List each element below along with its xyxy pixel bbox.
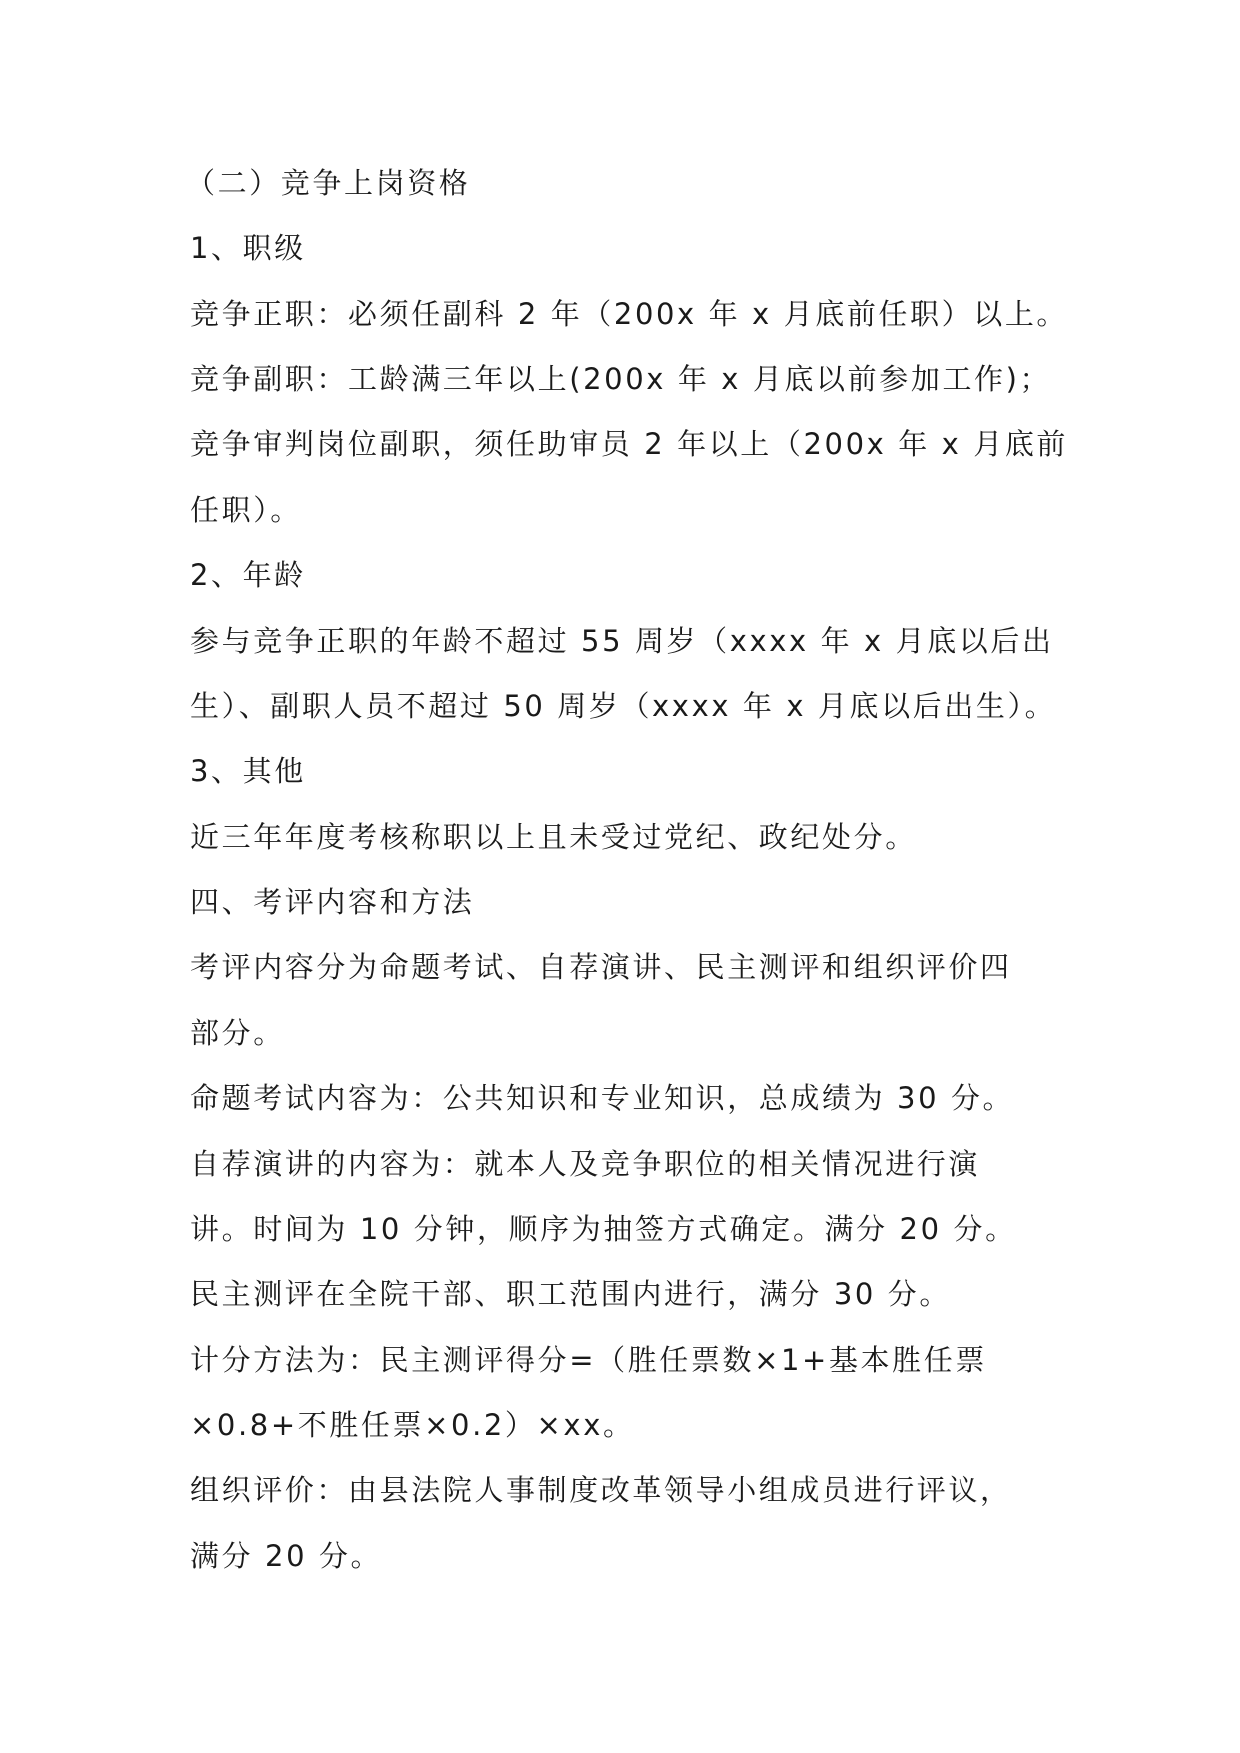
paragraph-line: 命题考试内容为：公共知识和专业知识，总成绩为 30 分。: [190, 1081, 1015, 1115]
section-heading-evaluation: 四、考评内容和方法: [190, 885, 475, 919]
paragraph-line: 生）、副职人员不超过 50 周岁（xxxx 年 x 月底以后出生）。: [190, 689, 1057, 723]
paragraph-line: 民主测评在全院干部、职工范围内进行，满分 30 分。: [190, 1277, 951, 1311]
section-heading-qualifications: （二）竞争上岗资格: [186, 166, 471, 200]
paragraph-line: 满分 20 分。: [190, 1539, 383, 1573]
subheading-age: 2、年龄: [190, 558, 306, 592]
paragraph-line: 任职）。: [190, 493, 302, 527]
paragraph-line: 近三年年度考核称职以上且未受过党纪、政纪处分。: [190, 820, 917, 854]
paragraph-line: 计分方法为：民主测评得分=（胜任票数×1+基本胜任票: [190, 1343, 987, 1377]
subheading-rank: 1、职级: [190, 231, 306, 265]
paragraph-line: 自荐演讲的内容为：就本人及竞争职位的相关情况进行演: [190, 1147, 981, 1181]
paragraph-line: ×0.8+不胜任票×0.2）×xx。: [190, 1408, 635, 1442]
paragraph-line: 竞争正职：必须任副科 2 年（200x 年 x 月底前任职）以上。: [190, 297, 1069, 331]
subheading-other: 3、其他: [190, 754, 306, 788]
paragraph-line: 讲。时间为 10 分钟，顺序为抽签方式确定。满分 20 分。: [190, 1212, 1017, 1246]
paragraph-line: 竞争审判岗位副职，须任助审员 2 年以上（200x 年 x 月底前: [190, 427, 1069, 461]
paragraph-line: 部分。: [190, 1016, 285, 1050]
paragraph-line: 参与竞争正职的年龄不超过 55 周岁（xxxx 年 x 月底以后出: [190, 624, 1054, 658]
paragraph-line: 组织评价：由县法院人事制度改革领导小组成员进行评议，: [190, 1473, 1012, 1507]
paragraph-line: 竞争副职：工龄满三年以上(200x 年 x 月底以前参加工作)；: [190, 362, 1052, 396]
paragraph-line: 考评内容分为命题考试、自荐演讲、民主测评和组织评价四: [190, 950, 1012, 984]
